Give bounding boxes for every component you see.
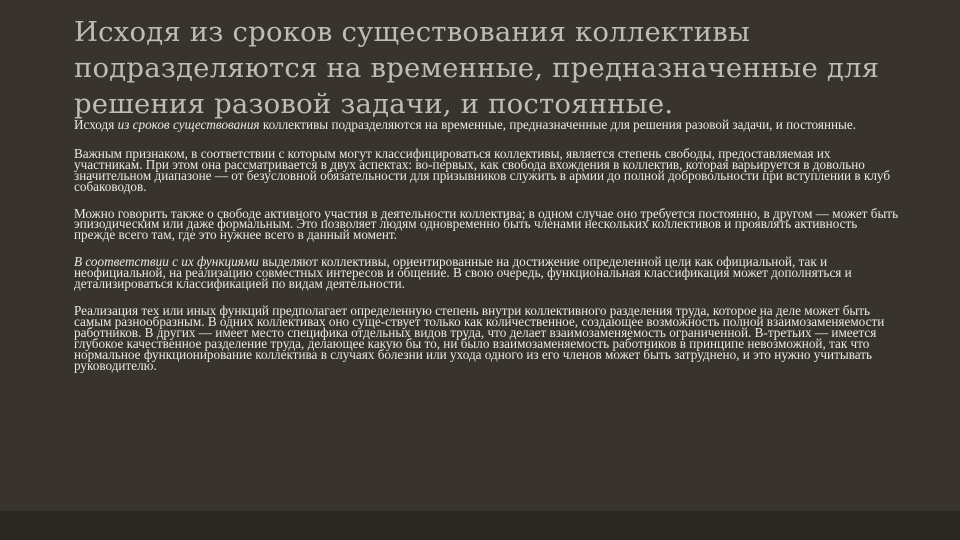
paragraph-1-italic: из сроков существования — [117, 117, 260, 132]
paragraph-3: Можно говорить также о свободе активного участия в деятельности коллектива; в одном случае оно требуется постоянно, в другом — может быть эпизодическим или даже формальным. Это позволяет людям одновременно быть членами нескольких коллективов и проявлять активность прежде всего там, где это нужнее всего в данный момент. — [74, 205, 899, 243]
paragraph-4-rest: выделяют коллективы, ориентированные на достижение определенной цели как официальной, так и неофициальной, на реализацию совместных интересов и общение. В свою очередь, функциональная классификация может дополняться и детализироваться классификацией по видам деятельности. — [74, 254, 852, 292]
slide-body — [74, 117, 900, 387]
paragraph-4-italic: В соответствии с их функциями — [74, 254, 259, 270]
footer-bar — [0, 511, 960, 540]
paragraph-2: Важным признаком, в соответствии с которым могут классифицироваться коллективы, является степень свободы, предоставляемая их участникам. При этом она рассматривается в двух аспектах: во-первых, как свобода вхождения в коллектив, которая варьируется в довольно значительном диапазоне — от безусловной обязательности для призывников служить в армии до полной добровольности при вступлении в клуб собаководов. — [74, 145, 891, 194]
paragraph-1 — [74, 117, 900, 132]
paragraph-1-rest: коллективы подразделяются на временные, предназначенные для решения разовой задачи, и постоянные. — [259, 117, 857, 132]
slide-title: Исходя из сроков существования коллективы подразделяются на временные, предназначенные для решения разовой задачи, и постоянные. — [74, 16, 880, 120]
paragraph-5: Реализация тех или иных функций предполагает определенную степень внутри коллективного разделения труда, которое на деле может быть самым разнообразным. В одних коллективах оно суще-ствует только как количественное, создающее возможность полной взаимозаменяемости работников. В других — имеет место специфика отдельных видов труда, что делает взаимозаменяемость ограниченной. В-третьих — имеется глубокое качественное разделение труда, делающее какую бы то, ни было взаимозаменяемость работников в принципе невозможной, так что нормальное функционирование коллектива в случаях болезни или ухода одного из его членов может быть затруднено, и это нужно учитывать руководителю. — [74, 302, 885, 373]
paragraph-1-lead: Исходя — [74, 117, 118, 132]
paragraph-4 — [74, 254, 900, 292]
